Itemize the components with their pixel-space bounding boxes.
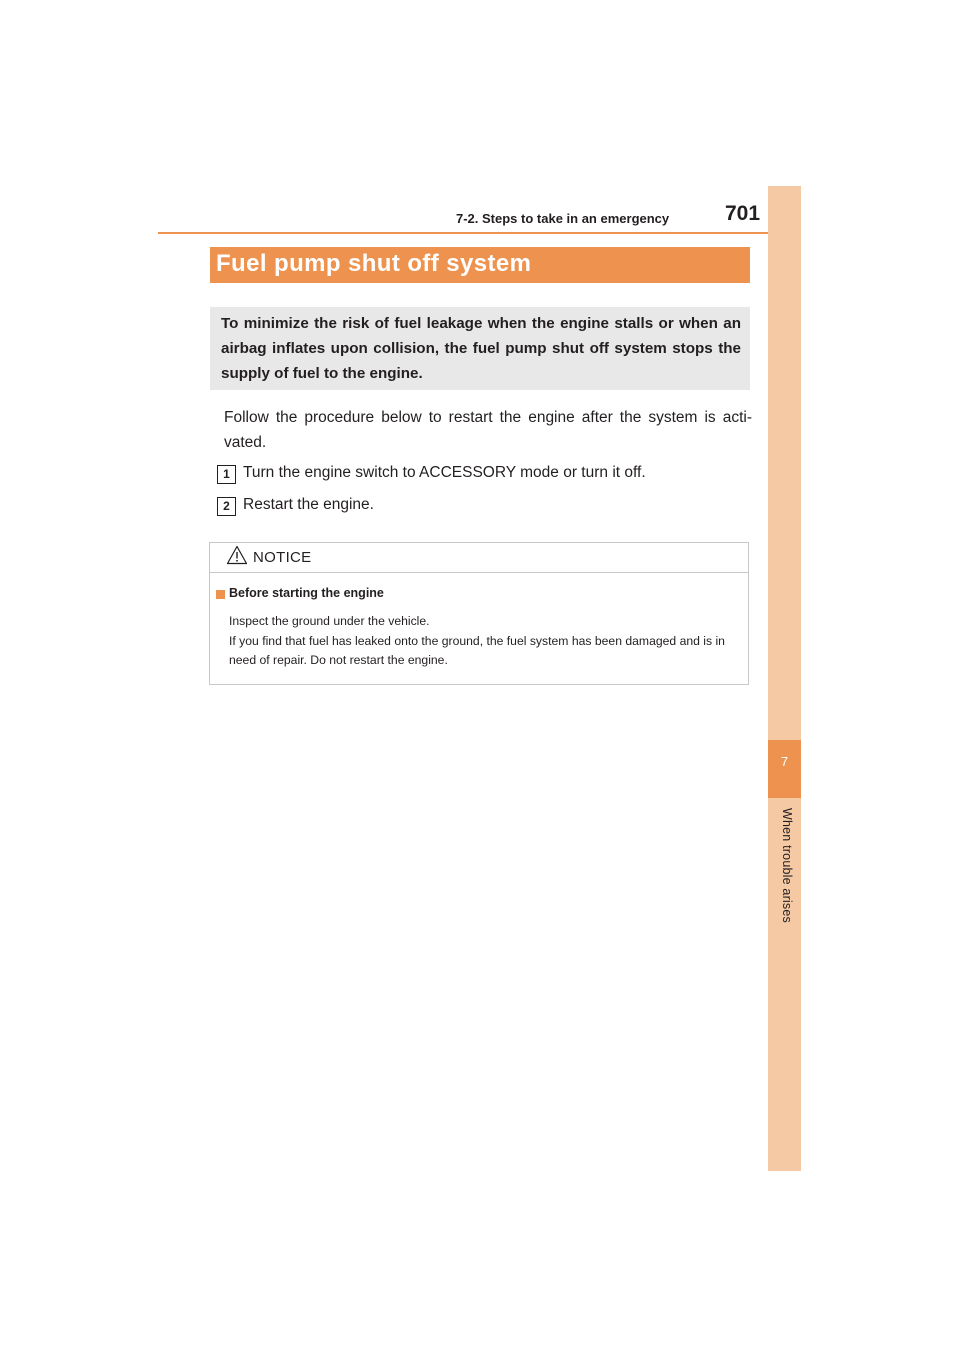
chapter-tab bbox=[768, 740, 801, 798]
running-header-section: 7-2. Steps to take in an emergency bbox=[456, 211, 670, 226]
intro-text: To minimize the risk of fuel leakage when the engine stalls or when an airbag inflates upon collision, the fuel pump shut off system stops the supply of fuel to the engine. bbox=[221, 315, 741, 382]
page-number: 701 bbox=[725, 202, 761, 225]
notice-heading: Before starting the engine bbox=[229, 586, 384, 600]
side-tab-strip bbox=[768, 186, 801, 1171]
chapter-number: 7 bbox=[780, 754, 789, 769]
notice-line: Inspect the ground under the vehicle. bbox=[229, 614, 430, 628]
chapter-title: When trouble arises bbox=[780, 808, 794, 923]
step-text: Restart the engine. bbox=[243, 496, 374, 513]
notice-label: NOTICE bbox=[253, 549, 312, 566]
warning-triangle-icon bbox=[226, 545, 248, 565]
notice-body bbox=[229, 612, 743, 671]
notice-divider bbox=[210, 572, 749, 573]
header-rule bbox=[158, 232, 800, 234]
step-text: Turn the engine switch to ACCESSORY mode or turn it off. bbox=[243, 464, 646, 481]
step-number-badge: 2 bbox=[217, 497, 236, 516]
notice-bullet bbox=[216, 590, 225, 599]
notice-line: If you find that fuel has leaked onto the ground, the fuel system has been damaged and is in need of repair. Do not restart the engine. bbox=[229, 633, 725, 667]
procedure-intro: Follow the procedure below to restart the engine after the system is acti-vated. bbox=[224, 409, 752, 451]
step-number-badge: 1 bbox=[217, 465, 236, 484]
section-title: Fuel pump shut off system bbox=[216, 250, 532, 277]
